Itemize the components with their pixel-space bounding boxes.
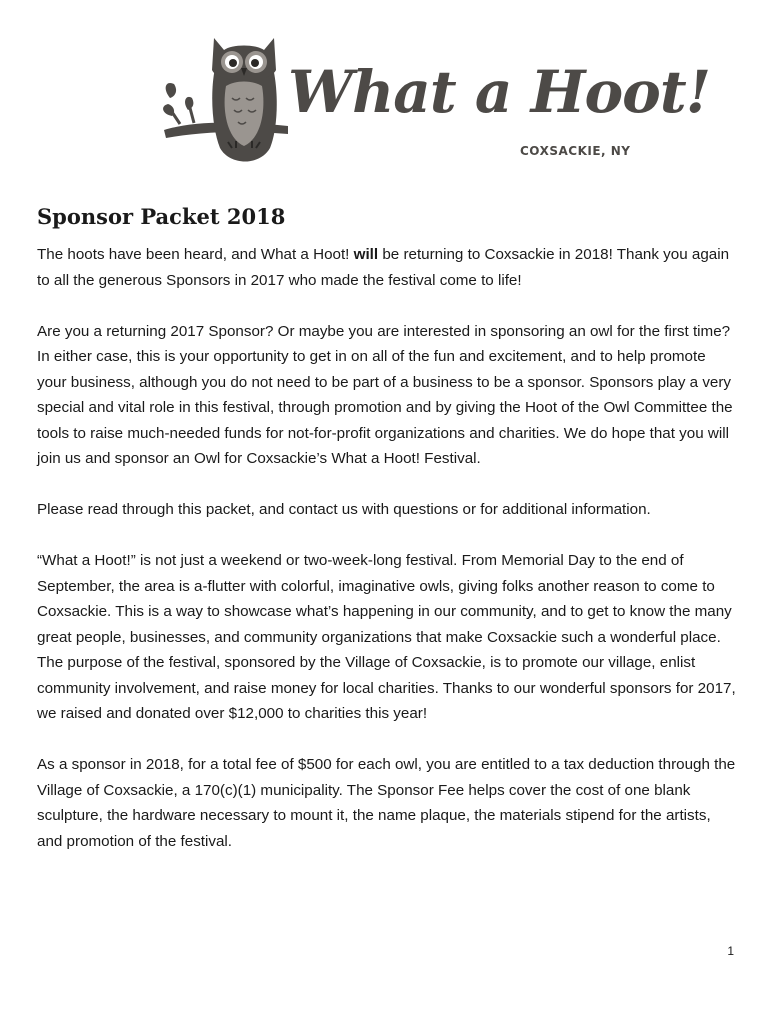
paragraph-festival-description: “What a Hoot!” is not just a weekend or two-week-long festival. From Memorial Day to the end of September, the area is a-flutter with colorful, imaginative owls, giving folks another reason to come to Coxsackie. This is a way to showcase what’s happening in our community, and to get to know the many great people, businesses, and community organizations that make Coxsackie such a wonderful place. The purpose of the festival, sponsored by the Village of Coxsackie, is to promote our village, enlist community involvement, and raise money for local charities. Thanks to our wonderful sponsors for 2017, we raised and donated over $12,000 to charities this year! bbox=[37, 552, 736, 722]
paragraph-sponsor-invite: Are you a returning 2017 Sponsor? Or maybe you are interested in sponsoring an owl for the first time? In either case, this is your opportunity to get in on all of the fun and excitement, and to help promote your business, although you do not need to be part of a business to be a sponsor. Sponsors play a very special and vital role in this festival, through promotion and by giving the Hoot of the Owl Committee the tools to raise much-needed funds for not-for-profit organizations and charities. We do hope that you will join us and sponsor an Owl for Coxsackie’s What a Hoot! Festival. bbox=[37, 322, 733, 467]
owl-on-branch-icon bbox=[160, 28, 295, 173]
page-number: 1 bbox=[727, 944, 734, 958]
document-body bbox=[37, 242, 737, 880]
logo-location: COXSACKIE, NY bbox=[520, 144, 631, 158]
logo-title: What a Hoot! bbox=[288, 58, 711, 126]
page-title: Sponsor Packet 2018 bbox=[37, 204, 286, 229]
paragraph-intro: The hoots have been heard, and What a Hoot! will be returning to Coxsackie in 2018! Thank you again to all the generous Sponsors in 2017 who made the festival come to life! bbox=[37, 246, 730, 289]
what-a-hoot-logo bbox=[160, 28, 711, 173]
paragraph-sponsor-fee: As a sponsor in 2018, for a total fee of $500 for each owl, you are entitled to a tax deduction through the Village of Coxsackie, a 170(c)(1) municipality. The Sponsor Fee helps cover the cost of one blank sculpture, the hardware necessary to mount it, the name plaque, the materials stipend for the artists, and promotion of the festival. bbox=[37, 756, 736, 850]
paragraph-contact: Please read through this packet, and contact us with questions or for additional information. bbox=[37, 501, 651, 518]
